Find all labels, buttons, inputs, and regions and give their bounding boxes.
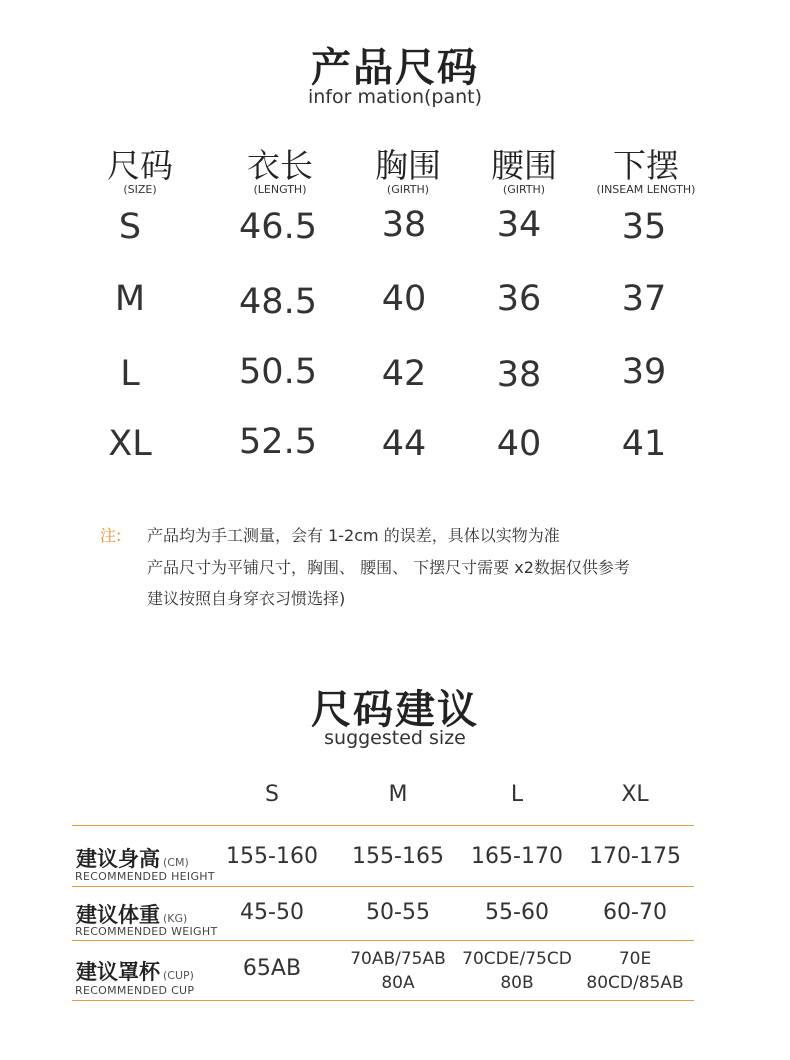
cell-value: 165-170 [471,844,563,869]
col-chest-sub: (GIRTH) [386,183,430,196]
col-length-sub: (LENGTH) [253,183,307,196]
cell-value-line: 70AB/75AB [350,949,446,969]
cell-value-line: 80CD/85AB [586,973,684,993]
cell-size: S [118,207,142,247]
cell-chest: 42 [381,354,427,394]
cell-value: 155-160 [226,844,318,869]
cell-chest: 38 [381,205,427,245]
cell-hem: 35 [621,207,667,247]
col-waist-title: 腰围 [491,146,557,185]
row-label: 建议身高 (CM) [76,847,189,871]
row-label-en: RECOMMENDED HEIGHT [75,870,215,883]
note-label: 注: [100,526,122,545]
table-rule [72,1000,694,1001]
row-label: 建议体重 (KG) [76,903,188,927]
suggestion-subtitle: suggested size [324,727,466,749]
cell-value: 155-165 [352,844,444,869]
table-rule [72,886,694,887]
cell-value [570,947,700,995]
cell-value [452,947,582,995]
col-hem-title: 下摆 [613,146,679,185]
cell-size: L [120,354,140,394]
size-chart-subtitle: infor mation(pant) [307,86,483,108]
cell-value: 170-175 [589,844,681,869]
cell-size: M [114,279,146,319]
cell-hem: 41 [621,424,667,464]
suggestion-col-m: M [388,782,408,807]
row-unit: (CM) [163,856,189,869]
row-unit: (CUP) [163,969,194,982]
cell-waist: 34 [496,205,542,245]
cell-length: 46.5 [239,207,317,247]
cell-value-line: 80A [381,973,415,993]
cell-value: 65AB [242,956,302,981]
cell-length: 52.5 [239,422,317,462]
note-line-3: 建议按照自身穿衣习惯选择) [147,589,346,608]
cell-waist: 40 [496,424,542,464]
col-size-sub: (SIZE) [123,183,157,196]
cell-value-line: 70CDE/75CD [462,949,572,969]
cell-value: 55-60 [485,900,549,925]
cell-length: 48.5 [239,282,317,322]
col-hem-sub: (INSEAM LENGTH) [596,183,696,196]
cell-value: 45-50 [240,900,304,925]
col-length-title: 衣长 [247,146,313,185]
note-line-2: 产品尺寸为平铺尺寸，胸围、 腰围、 下摆尺寸需要 x2数据仅供参考 [147,558,630,577]
cell-value [333,947,463,995]
cell-hem: 39 [621,352,667,392]
col-chest-title: 胸围 [375,146,441,185]
row-label: 建议罩杯 (CUP) [76,960,194,984]
cell-chest: 40 [381,279,427,319]
cell-waist: 36 [496,279,542,319]
cell-hem: 37 [621,279,667,319]
cell-size: XL [108,424,152,464]
size-chart-title: 产品尺码 [311,45,479,91]
col-size-title: 尺码 [107,146,173,185]
table-rule [72,825,694,826]
table-rule [72,940,694,941]
cell-waist: 38 [496,355,542,395]
cell-value: 60-70 [603,900,667,925]
suggestion-col-l: L [510,782,524,807]
note-line-1: 产品均为手工测量，会有 1-2cm 的误差，具体以实物为准 [147,526,560,545]
suggestion-title: 尺码建议 [311,687,479,733]
row-label-en: RECOMMENDED CUP [75,984,195,997]
row-label-en: RECOMMENDED WEIGHT [75,925,218,938]
cell-length: 50.5 [239,352,317,392]
suggestion-col-s: S [265,782,279,807]
cell-value-line: 80B [500,973,534,993]
row-unit: (KG) [163,912,188,925]
suggestion-col-xl: XL [621,782,649,807]
col-waist-sub: (GIRTH) [502,183,546,196]
cell-value-line: 70E [618,949,652,969]
cell-value: 50-55 [366,900,430,925]
cell-chest: 44 [381,424,427,464]
